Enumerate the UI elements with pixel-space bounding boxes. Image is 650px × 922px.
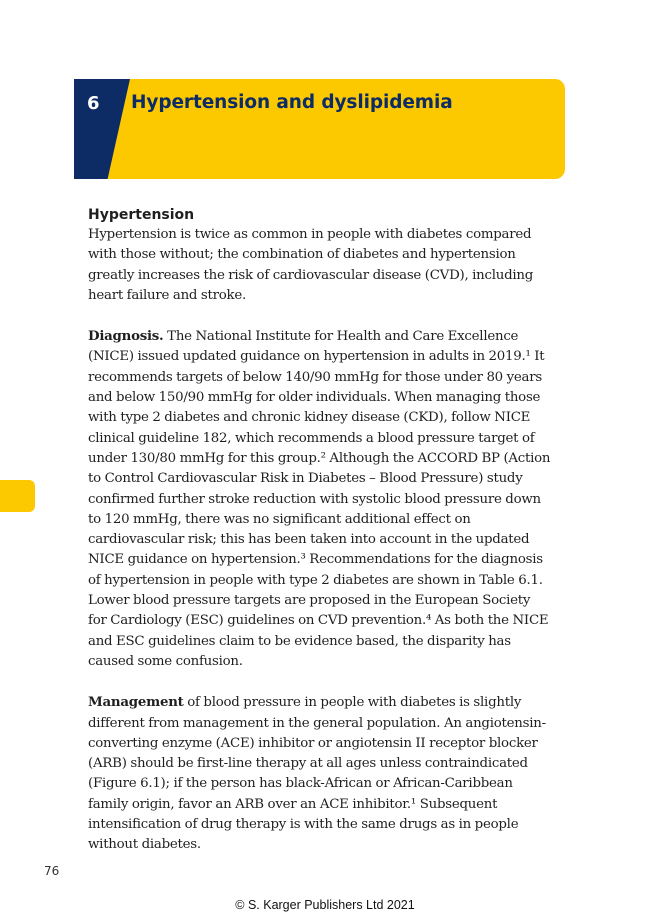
management-paragraph	[88, 692, 552, 855]
page-body	[88, 205, 552, 876]
chapter-banner	[74, 79, 565, 179]
copyright-notice: © S. Karger Publishers Ltd 2021	[235, 898, 415, 912]
diagnosis-text: The National Institute for Health and Care Excellence (NICE) issued updated guidance on hypertension in adults in 2019.¹ It recommends targets of below 140/90 mmHg for those under 80 years and below 150/90 mmHg for older individuals. When managing those with type 2 diabetes and chronic kidney disease (CKD), follow NICE clinical guideline 182, which recommends a blood pressure target of under 130/80 mmHg for this group.² Although the ACCORD BP (Action to Control Cardiovascular Risk in Diabetes – Blood Pressure) study confirmed further stroke reduction with systolic blood pressure down to 120 mmHg, there was no significant additional effect on cardiovascular risk; this has been taken into account in the updated NICE guidance on hypertension.³ Recommendations for the diagnosis of hypertension in people with type 2 diabetes are shown in Table 6.1. Lower blood pressure targets are proposed in the European Society for Cardiology (ESC) guidelines on CVD prevention.⁴ As both the NICE and ESC guidelines claim to be evidence based, the disparity has caused some confusion.	[88, 329, 551, 669]
side-thumb-tab	[0, 480, 35, 512]
chapter-title: Hypertension and dyslipidemia	[131, 92, 453, 113]
chapter-number: 6	[87, 93, 100, 114]
management-text: of blood pressure in people with diabetes is slightly different from management in the general population. An angiotensin-converting enzyme (ACE) inhibitor or angiotensin II receptor blocker (ARB) should be first-line therapy at all ages unless contraindicated (Figure 6.1); if the person has black-African or African-Caribbean family origin, favor an ARB over an ACE inhibitor.¹ Subsequent intensification of drug therapy is with the same drugs as in people without diabetes.	[88, 695, 546, 853]
intro-paragraph: Hypertension is twice as common in people with diabetes compared with those without; the combination of diabetes and hypertension greatly increases the risk of cardiovascular disease (CVD), including heart failure and stroke.	[88, 227, 534, 303]
section-heading: Hypertension	[88, 207, 195, 223]
management-lead: Management	[88, 694, 184, 711]
diagnosis-lead: Diagnosis.	[88, 328, 164, 345]
diagnosis-paragraph	[88, 326, 552, 672]
page-number: 76	[44, 864, 60, 878]
chapter-number-tab	[74, 79, 130, 179]
